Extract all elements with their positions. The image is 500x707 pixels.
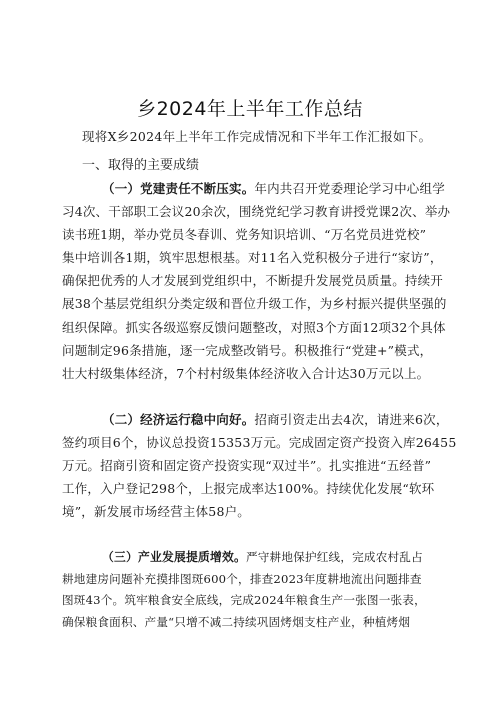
paragraph-line: 集中培训各1期，筑牢思想根基。对11名入党积极分子进行“家访”， (62, 250, 443, 266)
section-heading-achievements: 一、取得的主要成绩 (82, 158, 200, 173)
paragraph-lead: （二）经济运行稳中向好。 (102, 412, 255, 427)
paragraph-line: 确保粮食面积、产量“只增不减二持续巩固烤烟支柱产业，种植烤烟 (62, 614, 411, 629)
paragraph-line: 问题制定96条措施，逐一完成整改销号。积极推行“党建+”模式， (62, 342, 433, 358)
paragraph-economy (62, 408, 457, 523)
paragraph-lead: （一）党建责任不断压实。 (102, 181, 255, 196)
paragraph-line: 读书班1期，举办党员冬春训、党务知识培训、“万名党员进党校” (62, 227, 427, 243)
paragraph-line: 耕地建房问题补充摸排图斑600个，排查2023年度耕地流出问题排查 (62, 571, 422, 586)
document-title: 乡2024年上半年工作总结 (137, 98, 363, 120)
paragraph-party-building (62, 177, 451, 385)
paragraph-line: （二）经济运行稳中向好。招商引资走出去4次，请进来6次， (102, 412, 449, 427)
paragraph-line: 习4次、干部职工会议20余次，围绕党纪学习教育讲授党课2次、举办 (62, 204, 451, 220)
paragraph-line: 壮大村级集体经济，7个村村级集体经济收入合计达30万元以上。 (62, 365, 430, 381)
paragraph-industry (62, 547, 446, 633)
paragraph-line: 确保把优秀的人才发展到党组织中，不断提升发展党员质量。持续开 (62, 273, 444, 289)
paragraph-line: 组织保障。抓实各级巡察反馈问题整改，对照3个方面12项32个具体 (62, 319, 446, 335)
paragraph-line: 境”，新发展市场经营主体58户。 (62, 504, 250, 520)
intro-sentence: 现将X乡2024年上半年工作完成情况和下半年工作汇报如下。 (82, 129, 432, 144)
paragraph-line: 工作，入户登记298个，上报完成率达100%。持续优化发展“软环 (62, 481, 435, 497)
paragraph-lead: （三）产业发展提质增效。 (102, 550, 246, 564)
paragraph-line: 签约项目6个，协议总投资15353万元。完成固定资产投资入库26455 (62, 435, 457, 451)
paragraph-line: （一）党建责任不断压实。年内共召开党委理论学习中心组学 (102, 181, 445, 196)
paragraph-line: （三）产业发展提质增效。严守耕地保护红线，完成农村乱占 (102, 550, 423, 564)
paragraph-line: 图斑43个。筑牢粮食安全底线，完成2024年粮食生产一张图一张表， (62, 593, 426, 607)
paragraph-line: 展38个基层党组织分类定级和晋位升级工作，为乡村振兴提供坚强的 (62, 296, 447, 312)
paragraph-line: 万元。招商引资和固定资产投资实现“双过半”。扎实推进“五经普” (62, 458, 432, 474)
